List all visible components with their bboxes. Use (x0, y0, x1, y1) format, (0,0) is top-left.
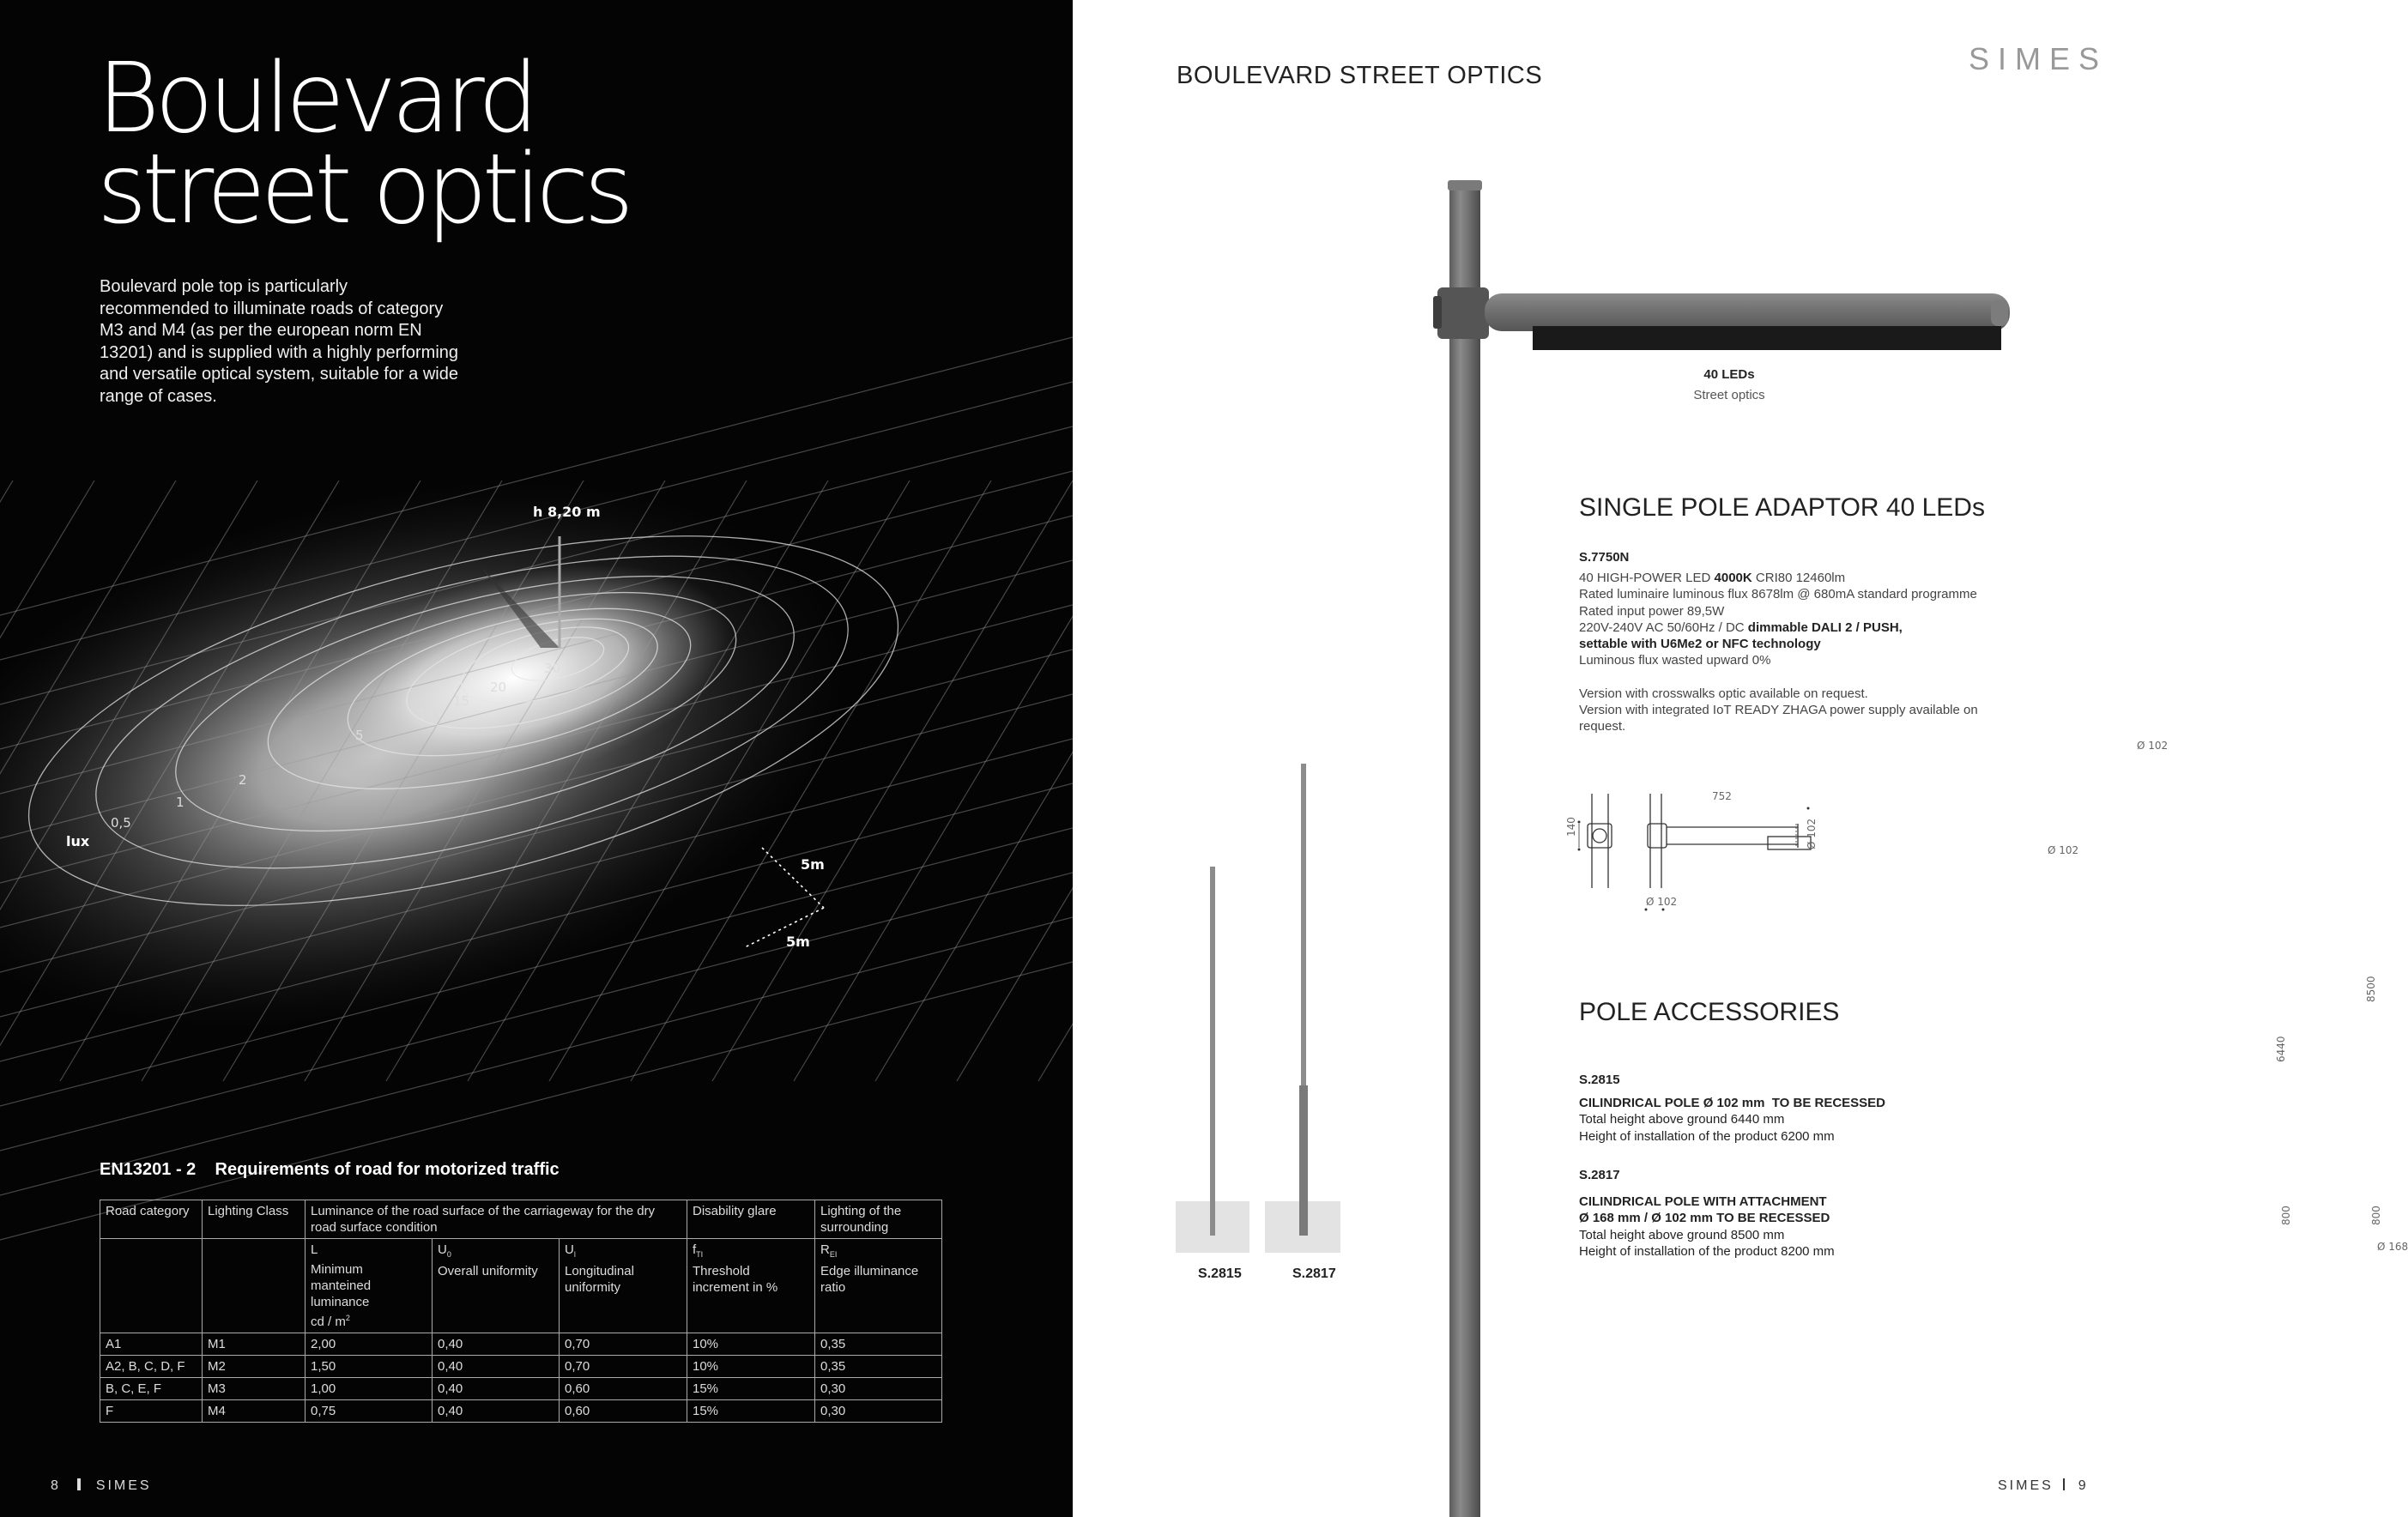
symbol-fti-sub: TI (696, 1250, 704, 1259)
adaptor-code: S.7750N (1579, 550, 1630, 565)
left-footer (51, 1478, 152, 1494)
cell: 0,30 (815, 1378, 942, 1400)
spec-line: settable with U6Me2 or NFC technology (1579, 637, 1821, 652)
table-header-row (100, 1200, 942, 1239)
scale-label-a: 5m (801, 856, 825, 873)
item1-line: Height of installation of the product 6200 mm (1579, 1128, 1835, 1144)
item1-description (1579, 1095, 2025, 1145)
spec-line: Luminous flux wasted upward 0% (1579, 653, 1771, 668)
cell: 10% (687, 1356, 815, 1378)
p2-height: 8500 (2365, 976, 2377, 1002)
cell: A2, B, C, D, F (100, 1356, 203, 1378)
p2-base: 800 (2370, 1206, 2382, 1225)
spec-text: 220V-240V AC 50/60Hz / DC (1579, 619, 1748, 635)
symbol-cell (815, 1239, 942, 1333)
brand-logo: SIMES (1969, 41, 2109, 76)
cell: 0,40 (433, 1400, 560, 1423)
symbol-cell (306, 1239, 433, 1333)
item2-description (1579, 1194, 2025, 1260)
dim-length: 752 (1712, 790, 1732, 802)
item2-title: Ø 168 mm / Ø 102 mm TO BE RECESSED (1579, 1211, 1830, 1226)
cell: 0,75 (306, 1400, 433, 1423)
table-row (100, 1378, 942, 1400)
cell: 0,40 (433, 1356, 560, 1378)
pole-accessory-drawings (1176, 738, 1399, 1287)
cell: M2 (203, 1356, 306, 1378)
p1-code: S.2815 (1198, 1266, 1242, 1281)
cell: 0,70 (560, 1356, 687, 1378)
cell: F (100, 1400, 203, 1423)
unit-cell (311, 1310, 427, 1330)
item1-line: Total height above ground 6440 mm (1579, 1112, 1785, 1127)
symbol-rei-sub: EI (829, 1250, 838, 1259)
title-line-1: Boulevard (97, 43, 534, 154)
table-row (100, 1400, 942, 1423)
table-row (100, 1333, 942, 1356)
right-header: BOULEVARD STREET OPTICS (1177, 62, 1543, 89)
spec-text: CRI80 12460lm (1752, 571, 1846, 585)
iso-label-10: 10 (418, 707, 435, 722)
p1-height: 6440 (2275, 1036, 2287, 1062)
desc-luminance: Minimum manteined luminance (311, 1262, 372, 1309)
cell: 1,50 (306, 1356, 433, 1378)
empty-cell (100, 1239, 203, 1333)
symbol-fti: f (693, 1242, 697, 1257)
technical-drawing (1562, 772, 1836, 927)
cell: 0,40 (433, 1378, 560, 1400)
cell: 0,70 (560, 1333, 687, 1356)
item1-title: CILINDRICAL POLE Ø 102 mm TO BE RECESSED (1579, 1096, 1886, 1110)
table-row (100, 1356, 942, 1378)
p2-code: S.2817 (1292, 1266, 1336, 1281)
p2-diameter: Ø 102 (2137, 740, 2169, 752)
caption-text: Street optics (1693, 388, 1765, 402)
luminaire (1433, 287, 2010, 350)
cell: 15% (687, 1378, 815, 1400)
main-pole (1448, 180, 1482, 1517)
p1-base: 800 (2280, 1206, 2292, 1225)
iso-label-5: 5 (355, 728, 364, 743)
desc-overall: Overall uniformity (438, 1264, 538, 1278)
pole-s2817-base (1299, 1085, 1308, 1236)
cell: 2,00 (306, 1333, 433, 1356)
page-number: 9 (2078, 1478, 2089, 1493)
pole-s2817-top (1301, 764, 1306, 1141)
iso-label-0-5: 0,5 (111, 815, 131, 831)
cell: 0,30 (815, 1400, 942, 1423)
right-page (1073, 0, 2408, 1517)
spec-line (1579, 570, 2025, 586)
height-label: h 8,20 m (533, 504, 601, 520)
table-symbol-row (100, 1239, 942, 1333)
header-luminance: Luminance of the road surface of the carriageway for the dry road surface condition (306, 1200, 687, 1239)
desc-edge: Edge illuminance ratio (820, 1264, 919, 1295)
item2-line: Total height above ground 8500 mm (1579, 1227, 1785, 1242)
page-number: 8 (51, 1478, 61, 1493)
symbol-l: L (311, 1242, 318, 1257)
lux-unit-label: lux (66, 833, 90, 849)
spec-line: Version with crosswalks optic available on request. (1579, 686, 1868, 701)
title-line-2: street optics (97, 134, 629, 245)
left-page (0, 0, 1073, 1517)
scale-label-b: 5m (786, 934, 810, 950)
cell: 0,35 (815, 1333, 942, 1356)
isolux-diagram (0, 463, 1073, 1081)
cell: 0,60 (560, 1400, 687, 1423)
caption-bold: 40 LEDs (1703, 367, 1755, 382)
iso-label-20: 20 (490, 680, 507, 695)
cell: B, C, E, F (100, 1378, 203, 1400)
adaptor-title: SINGLE POLE ADAPTOR 40 LEDs (1579, 493, 1985, 522)
desc-longitudinal: Longitudinal uniformity (565, 1264, 634, 1295)
iso-label-2: 2 (239, 772, 247, 788)
symbol-cell (433, 1239, 560, 1333)
symbol-u0-sub: 0 (446, 1250, 451, 1259)
spec-line (1579, 619, 2025, 636)
cell: M1 (203, 1333, 306, 1356)
spec-text: 40 HIGH-POWER LED (1579, 571, 1715, 585)
right-footer (1998, 1478, 2089, 1494)
accessories-title: POLE ACCESSORIES (1579, 998, 1840, 1026)
spec-line: Rated luminaire luminous flux 8678lm @ 680mA standard programme (1579, 587, 1977, 602)
cell: M4 (203, 1400, 306, 1423)
header-lighting-class: Lighting Class (203, 1200, 306, 1239)
symbol-rei: R (820, 1242, 830, 1257)
cell: M3 (203, 1378, 306, 1400)
table-title: EN13201 - 2 Requirements of road for motorized traffic (100, 1160, 560, 1179)
pole-s2815 (1210, 867, 1215, 1236)
dim-diameter-horizontal: Ø 102 (1646, 896, 1678, 908)
cell: 0,40 (433, 1333, 560, 1356)
footer-brand: SIMES (95, 1478, 152, 1493)
spec-bold: dimmable DALI 2 / PUSH, (1747, 619, 1903, 635)
spec-bold: 4000K (1714, 571, 1752, 585)
symbol-ul: U (565, 1242, 574, 1257)
footer-separator (77, 1478, 81, 1490)
iso-label-1: 1 (176, 795, 185, 810)
header-disability-glare: Disability glare (687, 1200, 815, 1239)
header-surrounding: Lighting of the surrounding (815, 1200, 942, 1239)
symbol-cell (687, 1239, 815, 1333)
cell: 0,60 (560, 1378, 687, 1400)
iso-label-30: 30 (544, 661, 561, 676)
item2-title: CILINDRICAL POLE WITH ATTACHMENT (1579, 1194, 1827, 1209)
iso-label-15: 15 (453, 693, 470, 709)
p2-base-diameter: Ø 168 (2377, 1241, 2408, 1253)
luminaire-caption (1631, 367, 1828, 402)
desc-threshold: Threshold increment in % (693, 1264, 778, 1295)
page-title (97, 43, 629, 245)
unit-text: cd / m (311, 1315, 346, 1329)
cell: 10% (687, 1333, 815, 1356)
spec-line: Rated input power 89,5W (1579, 603, 1725, 619)
symbol-u0: U (438, 1242, 447, 1257)
empty-cell (203, 1239, 306, 1333)
cell: 1,00 (306, 1378, 433, 1400)
unit-sup: 2 (345, 1314, 350, 1322)
symbol-ul-sub: l (573, 1250, 576, 1259)
cell: 15% (687, 1400, 815, 1423)
dim-diameter-vertical: Ø 102 (1806, 818, 1818, 849)
symbol-cell (560, 1239, 687, 1333)
p1-diameter: Ø 102 (2048, 844, 2079, 856)
adaptor-description (1579, 570, 2025, 735)
item2-line: Height of installation of the product 8200 mm (1579, 1243, 1835, 1259)
footer-separator (2063, 1478, 2065, 1490)
intro-paragraph: Boulevard pole top is particularly recommended to illuminate roads of category M3 and M4 (as per the european norm EN 13201) and is supplied with a highly performing and versatile optical system, suitable for a wide range of cases. (100, 277, 459, 406)
footer-brand: SIMES (1998, 1478, 2054, 1493)
cell: 0,35 (815, 1356, 942, 1378)
header-road-category: Road category (100, 1200, 203, 1239)
dim-height: 140 (1565, 817, 1577, 837)
cell: A1 (100, 1333, 203, 1356)
item1-code: S.2815 (1579, 1073, 1620, 1087)
requirements-table (100, 1200, 942, 1423)
spec-line: Version with integrated IoT READY ZHAGA power supply available on request. (1579, 703, 1978, 734)
item2-code: S.2817 (1579, 1168, 1620, 1182)
